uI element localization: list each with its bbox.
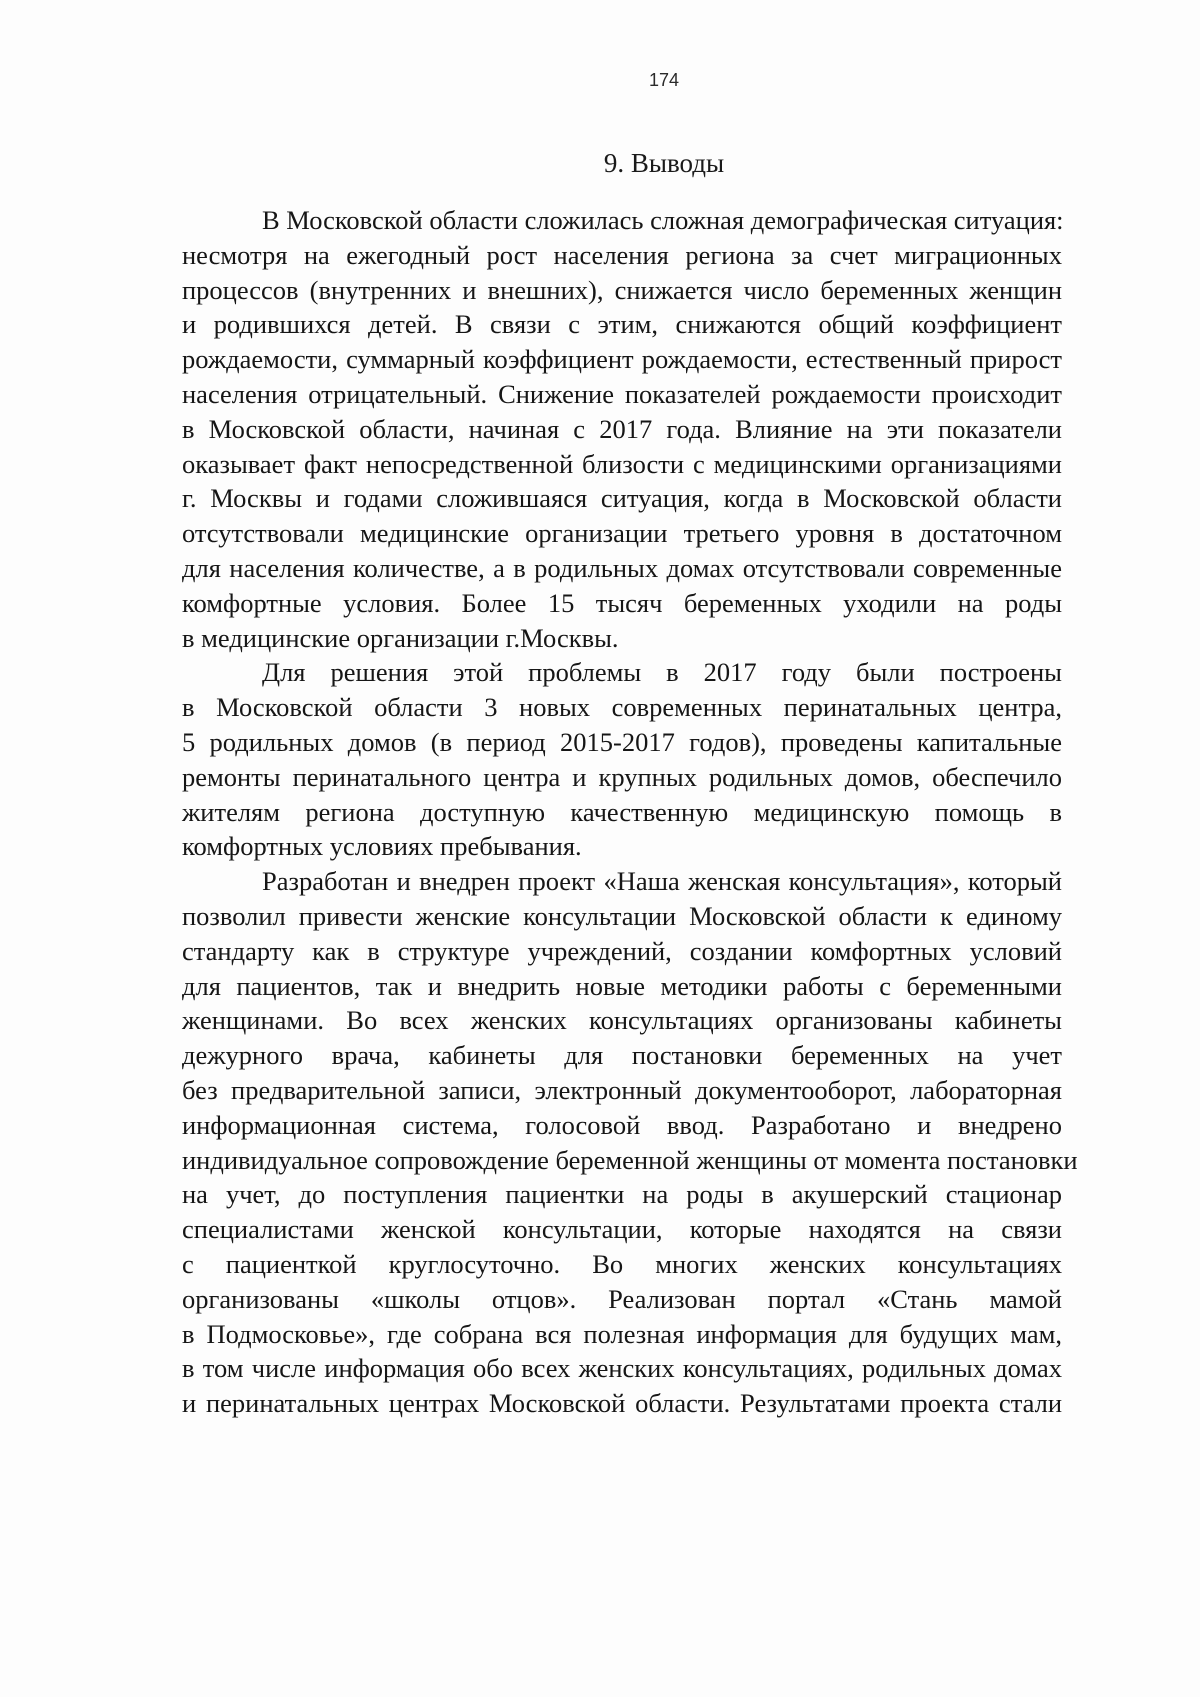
text-line: в медицинские организации г.Москвы. [182,622,619,653]
text-line: информационная система, голосовой ввод. Разработано и внедрено [182,1109,1062,1140]
text-line: для пациентов, так и внедрить новые методики работы с беременными [182,970,1062,1001]
text-line: процессов (внутренних и внешних), снижается число беременных женщин [182,274,1062,305]
text-line: Для решения этой проблемы в 2017 году были построены [262,657,1062,688]
body-text [182,203,1078,1421]
text-line: индивидуальное сопровождение беременной женщины от момента постановки [182,1144,1078,1175]
text-line: в Подмосковье», где собрана вся полезная информация для будущих мам, [182,1318,1062,1349]
text-line: рождаемости, суммарный коэффициент рождаемости, естественный прирост [182,344,1062,375]
text-line: и перинатальных центрах Московской области. Результатами проекта стали [182,1388,1062,1419]
text-line: комфортные условия. Более 15 тысяч беременных уходили на роды [182,587,1062,618]
text-line: и родившихся детей. В связи с этим, снижаются общий коэффициент [182,309,1062,340]
text-line: в том числе информация обо всех женских консультациях, родильных домах [182,1353,1062,1384]
text-line: женщинами. Во всех женских консультациях организованы кабинеты [182,1005,1062,1036]
text-line: ремонты перинатального центра и крупных родильных домов, обеспечило [182,761,1062,792]
text-line: позволил привести женские консультации Московской области к единому [182,900,1062,931]
text-line: г. Москвы и годами сложившаяся ситуация, когда в Московской области [182,483,1062,514]
text-line: специалистами женской консультации, которые находятся на связи [182,1214,1062,1245]
text-line: организованы «школы отцов». Реализован портал «Стань мамой [182,1283,1062,1314]
text-line: в Московской области, начиная с 2017 года. Влияние на эти показатели [182,413,1062,444]
text-line: без предварительной записи, электронный документооборот, лабораторная [182,1074,1062,1105]
text-line: жителям региона доступную качественную медицинскую помощь в [182,796,1062,827]
text-line: В Московской области сложилась сложная демографическая ситуация: [262,205,1064,235]
text-line: 5 родильных домов (в период 2015-2017 годов), проведены капитальные [182,726,1062,757]
text-line: оказывает факт непосредственной близости с медицинскими организациями [182,448,1062,479]
text-line: на учет, до поступления пациентки на роды в акушерский стационар [182,1179,1062,1210]
text-line: в Московской области 3 новых современных перинатальных центра, [182,692,1062,723]
text-line: дежурного врача, кабинеты для постановки беременных на учет [182,1040,1062,1071]
text-line: комфортных условиях пребывания. [182,831,582,862]
page-number: 174 [648,70,680,90]
text-line: стандарту как в структуре учреждений, создании комфортных условий [182,935,1062,966]
text-line: Разработан и внедрен проект «Наша женская консультация», который [262,866,1062,897]
text-line: с пациенткой круглосуточно. Во многих женских консультациях [182,1248,1062,1279]
text-line: населения отрицательный. Снижение показателей рождаемости происходит [182,378,1062,409]
text-line: отсутствовали медицинские организации третьего уровня в достаточном [182,518,1062,549]
text-line: несмотря на ежегодный рост населения региона за счет миграционных [182,239,1062,270]
section-heading: 9. Выводы [603,148,725,178]
text-line: для населения количестве, а в родильных домах отсутствовали современные [182,552,1062,583]
